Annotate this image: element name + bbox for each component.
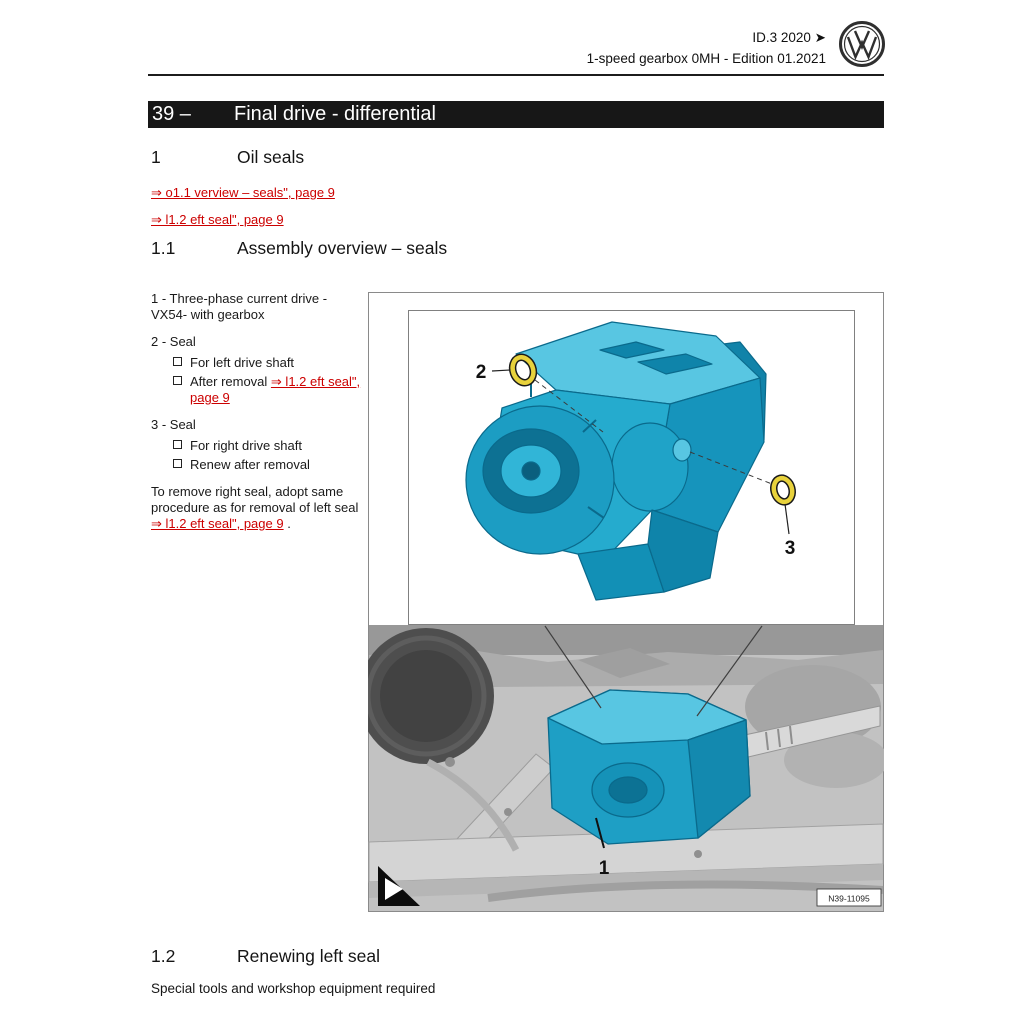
heading-1-1: 1.1 Assembly overview – seals [151, 238, 448, 258]
legend-item-2-bullet-2 [171, 374, 363, 406]
underbody-photo [368, 625, 884, 911]
gearbox-photo-highlight [548, 690, 750, 844]
heading-1-2: 1.2 Renewing left seal [151, 946, 380, 966]
chapter-bar [148, 101, 884, 128]
figure-illustration [368, 292, 884, 912]
heading-1-title: Oil seals [237, 147, 305, 167]
checkbox-icon [173, 459, 182, 468]
header-edition: 1-speed gearbox 0MH - Edition 01.2021 [586, 51, 826, 66]
heading-1-2-title: Renewing left seal [237, 946, 380, 966]
vw-logo-icon [838, 20, 886, 68]
heading-1-1-title: Assembly overview – seals [237, 238, 448, 258]
page-header [587, 27, 826, 69]
legend-item-3-bullet-2: Renew after removal [171, 457, 363, 473]
legend-item-2-bullet-1: For left drive shaft [171, 355, 363, 371]
legend [151, 291, 363, 532]
heading-1: 1 Oil seals [151, 147, 305, 167]
legend-item-1: 1 - Three-phase current drive -VX54- with gearbox [151, 291, 328, 322]
figure-id-box [817, 889, 881, 906]
legend-item-3-bullet-1: For right drive shaft [171, 438, 363, 454]
legend-item-2-title: 2 - Seal [151, 334, 196, 349]
callout-2: 2 [475, 362, 487, 383]
cross-ref-2 [151, 212, 284, 228]
assembly-figure [368, 292, 884, 912]
cross-ref-link-overview[interactable]: ⇒ o1.1 verview – seals", page 9 [151, 185, 335, 200]
special-tools-line: Special tools and workshop equipment required [151, 981, 436, 996]
exploded-view-panel [409, 311, 855, 625]
cross-ref-link-left-seal[interactable]: ⇒ l1.2 eft seal", page 9 [151, 212, 284, 227]
legend-note: To remove right seal, adopt same procedure as for removal of left seal ⇒ l1.2 eft seal", page 9 . [151, 484, 359, 531]
figure-id: N39-11095 [828, 893, 870, 904]
checkbox-icon [173, 357, 182, 366]
cross-ref-link-note[interactable]: ⇒ l1.2 eft seal", page 9 [151, 516, 284, 531]
header-model: ID.3 2020 ➤ [752, 30, 826, 45]
checkbox-icon [173, 376, 182, 385]
header-rule [148, 74, 884, 76]
callout-1: 1 [598, 858, 610, 879]
bullet-text: After removal [190, 374, 271, 389]
callout-3: 3 [784, 538, 796, 559]
cross-ref-link-after-removal[interactable]: ⇒ l1.2 eft seal", page 9 [190, 374, 361, 405]
chapter-title: Final drive - differential [234, 103, 436, 125]
cross-ref-1 [151, 185, 335, 201]
legend-item-3-title: 3 - Seal [151, 417, 196, 432]
checkbox-icon [173, 440, 182, 449]
chapter-number: 39 – [152, 103, 191, 125]
